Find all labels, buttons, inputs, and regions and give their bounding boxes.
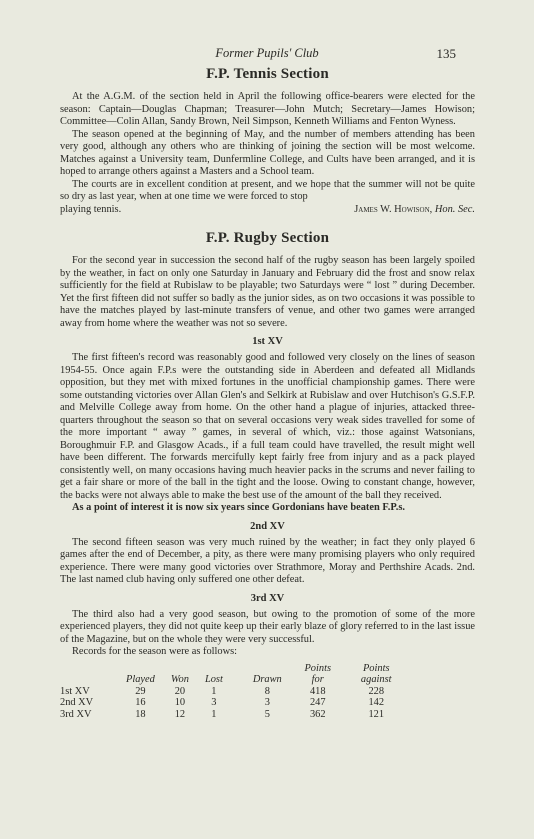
- second-xv-paragraph: The second fifteen season was very much ruined by the weather; in fact they only played 6 games after the end of December, a pity, as there were many promising players who only required experience. There were many good victories over Strathmore, Moray and Perthshire Acads. 2nd. The last named club having only suffered one other defeat.: [60, 536, 475, 585]
- running-title: Former Pupils' Club: [215, 46, 319, 60]
- records-header-row: [60, 663, 407, 686]
- table-cell: 3: [264, 697, 270, 708]
- table-cell: 362: [309, 708, 326, 720]
- table-cell: 142: [368, 697, 385, 708]
- header-cell: Points for: [304, 662, 332, 685]
- table-cell: 16: [135, 697, 146, 708]
- table-cell: 1st XV: [60, 685, 90, 697]
- tennis-paragraph-2: The season opened at the beginning of May, and the number of members attending has been very good, although any others who are thinking of joining the section will be most welcome. Matches against a University team, Dunfermline College, and Cults have been arranged, and it is hoped to arrange others against a Masters and a School team.: [60, 128, 475, 177]
- signature-role: Hon. Sec.: [434, 203, 475, 215]
- table-cell: 10: [174, 697, 186, 708]
- table-cell: 8: [264, 685, 270, 697]
- third-xv-heading: 3rd XV: [250, 592, 285, 604]
- header-cell: Drawn: [252, 674, 282, 685]
- page-content: [60, 66, 475, 720]
- tennis-paragraph-3: The courts are in excellent condition at present, and we hope that the summer will not be quite so dry as last year, when at one time we were forced to stop: [60, 178, 475, 202]
- tennis-section: [60, 66, 475, 216]
- header-cell: Won: [170, 674, 189, 685]
- signature-name: James W. Howison,: [354, 203, 433, 215]
- header-cell: Lost: [204, 674, 223, 685]
- table-cell: 29: [135, 685, 146, 697]
- table-cell: 121: [368, 708, 385, 720]
- page-number: 135: [436, 46, 456, 61]
- table-cell: 3rd XV: [60, 708, 92, 720]
- third-xv-paragraph: The third also had a very good season, but owing to the promotion of some of the more experienced players, they did not quite keep up their early blaze of glory referred to in the last issue of the Magazine, but on the whole they were very successful.: [60, 608, 475, 645]
- table-cell: 2nd XV: [60, 697, 94, 708]
- rugby-intro-paragraph: For the second year in succession the second half of the rugby season has been largely spoiled by the weather, in fact on only one Saturday in January and February did the frost and snow relax sufficiently for the field at Rubislaw to be playable; two Saturdays were “ lost ” during December. Yet the first fifteen did not suffer so badly as the junior sides, as on two occasions it was possible to have the matches played by last-minute transfers of venue, and other two games were arranged away from home where the weather was not so severe.: [60, 255, 475, 329]
- first-xv-paragraph: The first fifteen's record was reasonably good and followed very closely on the lines of season 1954-55. Once again F.P.s were the outstanding side in Aberdeen and defeated all Midlands opposition, but they met with mixed fortunes in the unofficial championship games. There were some outstanding victories over Allan Glen's and Selkirk at Rubislaw and over Hutchison's G.S.F.P. and Melville College away from home. On the other hand a plague of injuries, attacked three-quarters throughout the season so that on several occasions very weak sides travelled for some of the more important “ away ” games, in several of which, viz.: those against Watsonians, Boroughmuir F.P. and Glasgow Acads., if a full team could have travelled, the result might well have been different. The forwards mercifully kept fairly free from injury and as a pack played consistently well, on many occasions having much heavier packs in the scrums and never failing to get a fair share or more of the ball in the tight and the loose. Owing to constant change, however, the backs were not always able to make the best use of the amount of the ball they received.: [60, 352, 475, 501]
- table-row: [60, 697, 407, 709]
- rugby-section-title: F.P. Rugby Section: [205, 230, 330, 246]
- table-cell: 5: [264, 708, 270, 720]
- tennis-paragraph-3-end: playing tennis.: [60, 203, 122, 215]
- tennis-paragraph-1: At the A.G.M. of the section held in April the following office-bearers were elected for the season: Captain—Douglas Chapman; Treasurer—John Mutch; Secretary—James Howison; Committee—Colin Allan, Sandy Brown, Neil Simpson, Kenneth Williams and Fenton Wyness.: [60, 91, 475, 127]
- first-xv-heading: 1st XV: [252, 336, 283, 347]
- table-cell: 12: [174, 708, 186, 720]
- header-cell: Played: [126, 674, 155, 685]
- table-row: [60, 686, 407, 698]
- second-xv-heading: 2nd XV: [250, 520, 285, 532]
- first-xv-note: As a point of interest it is now six years since Gordonians have beaten F.P.s.: [72, 502, 406, 513]
- table-cell: 1: [211, 685, 217, 697]
- table-cell: 247: [309, 697, 326, 708]
- table-cell: 228: [368, 685, 385, 697]
- header-cell: [60, 663, 118, 686]
- tennis-section-title: F.P. Tennis Section: [206, 66, 329, 82]
- tennis-signature-line: [60, 204, 475, 217]
- table-cell: 20: [174, 685, 186, 697]
- header-cell: Points against: [360, 662, 392, 685]
- table-cell: 418: [309, 685, 326, 697]
- page-header: [0, 46, 534, 62]
- signature: [354, 204, 475, 217]
- records-table: [60, 663, 407, 721]
- table-cell: 18: [135, 708, 146, 720]
- records-intro: Records for the season were as follows:: [72, 646, 238, 657]
- table-cell: 1: [211, 708, 217, 720]
- rugby-section: [60, 230, 475, 720]
- table-row: [60, 709, 407, 721]
- table-cell: 3: [211, 697, 217, 708]
